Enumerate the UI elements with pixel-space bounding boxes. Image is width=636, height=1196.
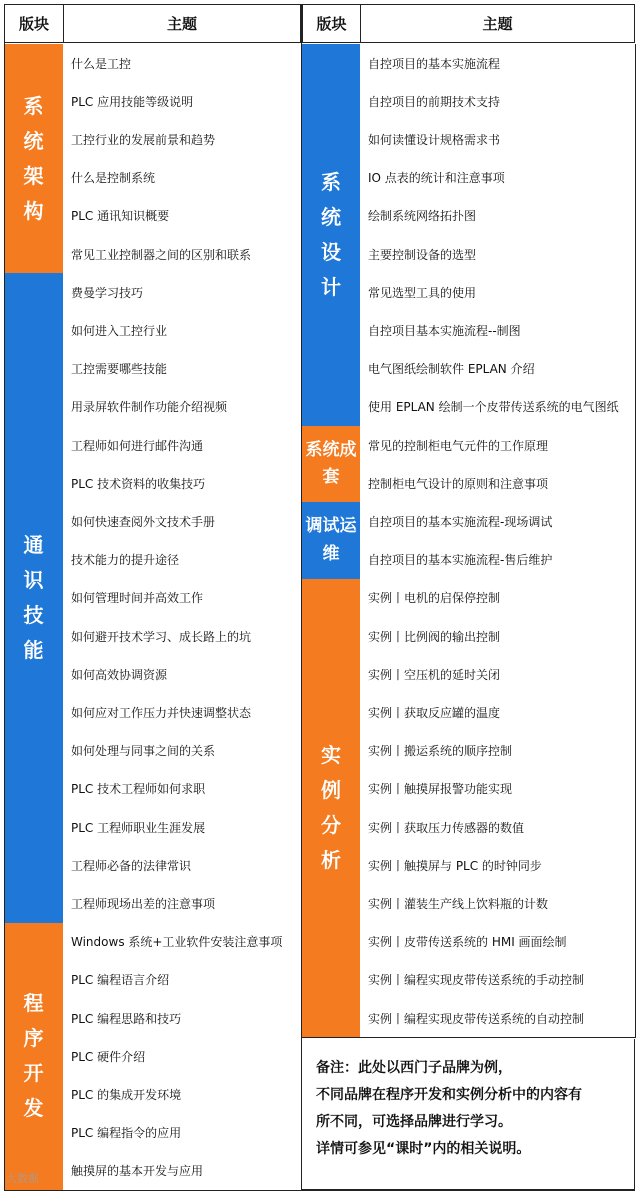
section-label-text: 系统设计: [321, 170, 341, 299]
watermark-text: 大数据: [6, 1172, 39, 1185]
topic-cell: 触摸屏的基本开发与应用: [63, 1152, 302, 1191]
section-label-text: 系统成套: [305, 440, 357, 488]
topic-cell: IO 点表的统计和注意事项: [360, 159, 636, 198]
topic-cell: 实例丨编程实现皮带传送系统的自动控制: [360, 999, 636, 1038]
topic-cell: 实例丨灌装生产线上饮料瓶的计数: [360, 884, 636, 923]
topic-cell: PLC 硬件介绍: [63, 1037, 302, 1076]
outer-border-bottom: [4, 1190, 635, 1191]
topic-cell: 实例丨触摸屏与 PLC 的时钟同步: [360, 846, 636, 885]
topic-cell: 工程师如何进行邮件沟通: [63, 426, 302, 465]
topic-cell: 实例丨编程实现皮带传送系统的手动控制: [360, 961, 636, 1000]
topic-cell: 工程师必备的法律常识: [63, 846, 302, 885]
topic-cell: 工程师现场出差的注意事项: [63, 884, 302, 923]
topic-cell: 如何读懂设计规格需求书: [360, 120, 636, 159]
topic-cell: 自控项目基本实施流程--制图: [360, 311, 636, 350]
topic-cell: 实例丨空压机的延时关闭: [360, 655, 636, 694]
topic-cell: PLC 技术资料的收集技巧: [63, 464, 302, 503]
header-right-topic: 主题: [360, 4, 635, 43]
topic-cell: PLC 应用技能等级说明: [63, 82, 302, 121]
section-label-text: 程序开发: [23, 991, 44, 1121]
header-right-section: 版块: [302, 4, 361, 43]
section-label: [302, 579, 361, 1038]
section-label: [302, 44, 361, 427]
topic-cell: 常见工业控制器之间的区别和联系: [63, 235, 302, 274]
topic-cell: 实例丨触摸屏报警功能实现: [360, 770, 636, 809]
topic-cell: PLC 技术工程师如何求职: [63, 770, 302, 809]
topic-cell: 使用 EPLAN 绘制一个皮带传送系统的电气图纸: [360, 388, 636, 427]
topic-cell: 自控项目的基本实施流程-售后维护: [360, 541, 636, 580]
note-line: 所不同，可选择品牌进行学习。: [316, 1114, 512, 1130]
note-line: 备注：此处以西门子品牌为例，: [316, 1060, 512, 1076]
section-label-text: 通识技能: [23, 532, 44, 662]
topic-cell: Windows 系统+工业软件安装注意事项: [63, 923, 302, 962]
outer-border-left: [4, 4, 5, 1191]
topic-cell: 控制柜电气设计的原则和注意事项: [360, 464, 636, 503]
topic-cell: 什么是工控: [63, 44, 302, 83]
section-label: [4, 923, 64, 1191]
topic-cell: 常见的控制柜电气元件的工作原理: [360, 426, 636, 465]
topic-cell: PLC 编程语言介绍: [63, 961, 302, 1000]
note-line: 详情可参见“课时”内的相关说明。: [316, 1141, 531, 1157]
topic-cell: PLC 编程思路和技巧: [63, 999, 302, 1038]
topic-cell: 费曼学习技巧: [63, 273, 302, 312]
topic-cell: PLC 的集成开发环境: [63, 1075, 302, 1114]
section-label-text: 调试运维: [305, 516, 357, 564]
topic-cell: 工控行业的发展前景和趋势: [63, 120, 302, 159]
topic-cell: PLC 通讯知识概要: [63, 197, 302, 236]
topic-cell: 如何快速查阅外文技术手册: [63, 502, 302, 541]
topic-cell: 实例丨搬运系统的顺序控制: [360, 732, 636, 771]
topic-cell: 如何管理时间并高效工作: [63, 579, 302, 618]
topic-cell: PLC 工程师职业生涯发展: [63, 808, 302, 847]
topic-cell: 主要控制设备的选型: [360, 235, 636, 274]
section-label: [302, 502, 361, 579]
topic-cell: 如何应对工作压力并快速调整状态: [63, 693, 302, 732]
header-left-section: 版块: [4, 4, 64, 43]
section-label-text: 实例分析: [321, 742, 341, 872]
topic-cell: 如何避开技术学习、成长路上的坑: [63, 617, 302, 656]
topic-cell: 工控需要哪些技能: [63, 350, 302, 389]
topic-cell: 用录屏软件制作功能介绍视频: [63, 388, 302, 427]
topic-cell: 实例丨皮带传送系统的 HMI 画面绘制: [360, 923, 636, 962]
topic-cell: 自控项目的前期技术支持: [360, 82, 636, 121]
topic-cell: 如何进入工控行业: [63, 311, 302, 350]
note-line: 不同品牌在程序开发和实例分析中的内容有: [316, 1087, 582, 1103]
section-label: [4, 273, 64, 923]
topic-cell: 实例丨比例阀的输出控制: [360, 617, 636, 656]
note-box: [302, 1039, 635, 1190]
section-label: [4, 44, 64, 274]
topic-cell: 如何高效协调资源: [63, 655, 302, 694]
topic-cell: 技术能力的提升途径: [63, 541, 302, 580]
topic-cell: 如何处理与同事之间的关系: [63, 732, 302, 771]
section-label-text: 系统架构: [23, 93, 44, 223]
topic-cell: 自控项目的基本实施流程: [360, 44, 636, 83]
topic-cell: 实例丨获取压力传感器的数值: [360, 808, 636, 847]
topic-cell: 自控项目的基本实施流程-现场调试: [360, 502, 636, 541]
topic-cell: 电气图纸绘制软件 EPLAN 介绍: [360, 350, 636, 389]
topic-cell: PLC 编程指令的应用: [63, 1114, 302, 1153]
topic-cell: 实例丨获取反应罐的温度: [360, 693, 636, 732]
topic-cell: 常见选型工具的使用: [360, 273, 636, 312]
topic-cell: 绘制系统网络拓扑图: [360, 197, 636, 236]
header-left-topic: 主题: [63, 4, 301, 43]
topic-cell: 什么是控制系统: [63, 159, 302, 198]
column-divider: [301, 4, 302, 1191]
section-label: [302, 426, 361, 503]
topic-cell: 实例丨电机的启保停控制: [360, 579, 636, 618]
